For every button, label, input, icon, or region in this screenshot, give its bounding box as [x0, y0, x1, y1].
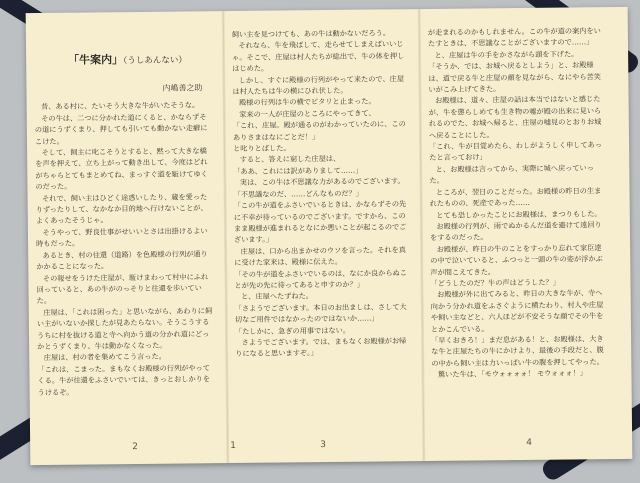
paragraph: 「早くおきろ！」まだ息がある！と、お殿様は、大きな牛と庄屋たちの牛にかけより、最後の手段だと、腹の中から飼い主は力いっぱい牛の腹を押してやった。: [431, 334, 604, 368]
title-reading: （うしあんない）: [123, 55, 187, 67]
paragraph: と、お殿様は言ってから、実際に城へ戻っていった。: [429, 163, 594, 186]
author: 内嶋善之助: [162, 83, 203, 93]
page-number-fold: 1: [230, 440, 236, 452]
panel-left: [34, 29, 216, 426]
paragraph: 飼い主を見つけても、あの牛は動かないだろう。: [231, 28, 391, 40]
paragraph: お殿様の行列が、雨でぬかるんだ道を避けて遠回りをするのだった。: [429, 220, 602, 243]
paragraph: 「そうか、では、お城へ戻るとしよう」と、お殿様は、道で戻る牛と庄屋の顔を見ながら、なにやら苦笑いがこみ上げてきた。: [428, 60, 601, 94]
paragraph: とても恐しかったことにお殿様は、まつりもした。: [436, 208, 602, 220]
paragraph: お殿様が外に出てみると、昨日の大きな牛が、寺へ向かう分かれ道をふさぐように横たわり、村人や庄屋や飼い主などと、六人ほどが不安そうな顔でその牛をとかこんでいる。: [430, 288, 604, 334]
paragraph: その牛は、二つに分かれた道にくると、かならずその道にうずくまり、押しても引いても動かない走癖にこけた。: [34, 112, 208, 146]
story-title: [68, 51, 212, 70]
paragraph: 「これ、牛が目覚めたら、わしがようしく申してあったと言っておけ」: [429, 140, 602, 163]
page-number-left: 2: [132, 442, 138, 453]
paragraph: そうやって、野良仕事がせいいとさは出掛けるよい時もだった。: [36, 226, 208, 249]
fold-line-left: [222, 11, 230, 463]
paragraph: 「たしかに、急ぎの用事ではない。: [234, 325, 351, 336]
panel-middle: [232, 27, 414, 424]
paragraph: 「その牛が道をふさいでいるのは、なにか良からぬことが先の先に待ってあると申すのか？」: [234, 267, 407, 290]
page-number-middle: 3: [320, 440, 326, 451]
paragraph: と、庄屋へたずねた。: [241, 291, 314, 302]
paragraph: 驚いた牛は、「モウォォォォ！ モウォォォ！」: [437, 368, 588, 380]
paragraph: が走まれるのかもしれません。この牛が道の案内をいたすときは、不思議なことがございますので……」: [427, 26, 601, 49]
paragraph: 実は、この牛は不思議な力があるのでございます。: [239, 176, 405, 188]
paragraph: 「この牛が道をふさいでいるときは、かならずその先に不幸が待っているのでございます。ですから、このまま殿様が進まれるとなにか悪いことが起こるのでございます。」: [233, 199, 407, 245]
paragraph: と叱りとばした。: [233, 143, 291, 154]
paragraph: 「どうしたのだ？牛の声はどうした？」: [430, 277, 560, 288]
paragraph: それなら、牛を飛ばして、走らせてしまえばいいじゃ。そこで、庄屋は村人たちが総出で、牛の体を押しはじめた。: [232, 39, 405, 74]
paragraph: 「ああ、これには訳がありまして……」: [233, 165, 363, 176]
paragraph: あるとき、村の往還（道路）を色殿様の行列が通りかかることになった。: [36, 248, 208, 272]
paragraph: ところが、翌日のことだった。お殿様の昨日の生まれたものの、死産であった……: [429, 185, 602, 209]
paragraph: 家来の一人が庄屋のところにやってきて、: [239, 108, 376, 119]
paragraph: と、庄屋は牛の手をかさながら頭を下げた。: [434, 49, 579, 60]
paragraph: 殿様の行列は牛の横でピタリと止まった。: [239, 96, 376, 108]
paragraph: お殿様は、道々、庄屋の話は本当ではないと感じたが、牛を懲らしめても生き物の嘘が殿の出来に見いられるのでた、お城へ帰ると、庄屋の嘘見のとおりお城へ戻ることにした。: [428, 94, 602, 140]
title-main: 「牛案内」: [68, 53, 124, 67]
paragraph: 「さようでございます。本日のお出ましは、さして大切なご用件ではなかったのではないか……」: [234, 301, 407, 325]
paragraph: 「これは、こまった。まもなくお殿様の行列がやってくる。牛が往還をふさいでいては、きっとおしかりをうけるぞ。: [37, 363, 211, 397]
paragraph: 昔、ある村に、たいそう大きな牛がいたそうな。: [41, 100, 200, 112]
paragraph: そして、飼主に叱こそうとすると、黙って大きな橋を声を押えて、立ち上がって動き出して、今度はどれがちゃらとてもまとめてね、まっすぐ道を駈けてゆくのだった。: [35, 146, 208, 192]
panel-right: [428, 25, 610, 422]
paragraph: しかし、すぐに殿様の行列がやって来たので、庄屋は村人たちは牛の横にひれ伏した。: [232, 73, 405, 97]
paragraph: すると、答えに窮した庄屋は、: [239, 154, 341, 165]
paragraph: 庄屋は、「これは困った」と思いながら、あわりに飼い主がいないか探したが見あたらない。そうこうするうちに村を抜ける道と寺へ向かう道の分かれ道にどっかとうずくまり、牛は動かなくなった。: [36, 305, 213, 351]
booklet-sheet: [26, 7, 633, 465]
fold-line-right: [418, 9, 426, 461]
paragraph: 「不思議なのだ、……どんなものだ？」: [233, 188, 363, 199]
paragraph: その報せをうけた庄屋が、駈けまわって村中にふれ回っていると、あの牛がのっそりと往還を歩いていた。: [36, 271, 209, 306]
paragraph: 庄屋は、口から出まかせのウソを言った。それを真に受けた家来は、殿様に伝えた。: [234, 244, 406, 268]
paragraph: 「これ、庄屋。殿が通るのがわかっていたのに、このありさまはなにごとだ！」: [232, 119, 406, 142]
paragraph: 庄屋は、村の者を集めてこう言った。: [43, 352, 166, 363]
paragraph: それで、飼い主はひどく途惑いしたり、蔵を愛ったりずったりして、なかなか目的地へ行けないことが、よくあったそうじゃ。: [35, 191, 208, 226]
page-number-right: 4: [526, 437, 532, 448]
paragraph: お殿様が、昨日の牛のことをすっかり忘れて家臣達の中で泣いていると、ふつっと一頭の牛の姿が浮かぶ声が間こえてきた。: [430, 242, 603, 277]
paragraph: さようでございます。では、まもなくお殿様がお帰りになると思いますぞ。」: [235, 336, 407, 359]
